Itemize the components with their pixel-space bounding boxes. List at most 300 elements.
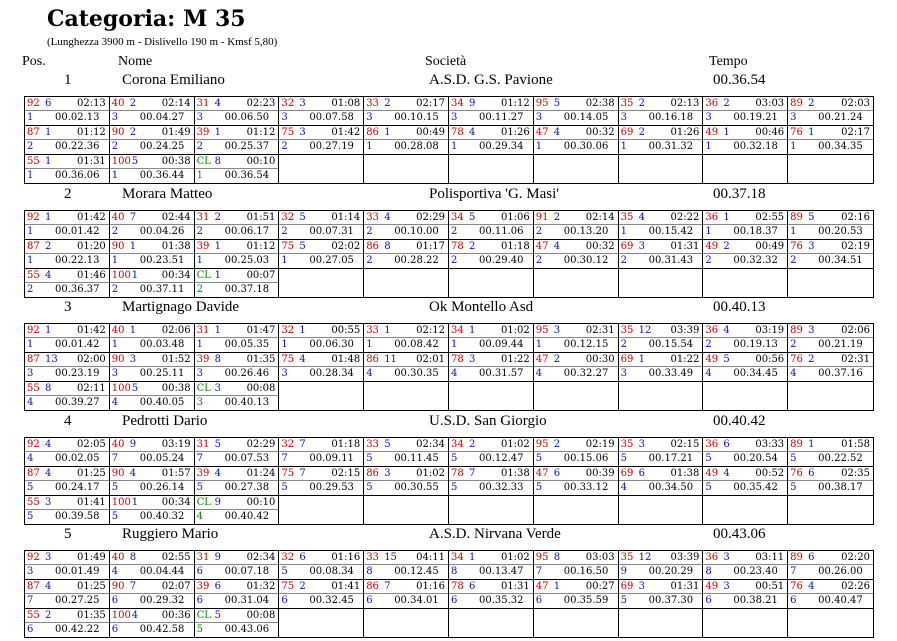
splits-table bbox=[24, 96, 874, 184]
cumulative-time: 00.40.32 bbox=[139, 510, 185, 522]
split-cell bbox=[279, 438, 364, 466]
leg-rank: 2 bbox=[468, 438, 476, 450]
leg-rank: 6 bbox=[468, 581, 476, 592]
cumulative-time: 00.28.22 bbox=[394, 254, 439, 266]
split-cell bbox=[619, 126, 704, 154]
split-cell bbox=[534, 467, 619, 495]
split-cell bbox=[364, 551, 449, 579]
athlete-position: 5 bbox=[64, 526, 72, 542]
cumulative-time: 00.20.54 bbox=[733, 452, 778, 464]
leg-rank: 2 bbox=[45, 240, 52, 252]
page-title: Categoria: M 35 bbox=[47, 6, 246, 32]
cumulative-time: 00.07.31 bbox=[309, 225, 354, 237]
split-cell bbox=[364, 97, 449, 125]
cumulative-time: 00.11.27 bbox=[478, 112, 524, 123]
cumulative-rank: 5 bbox=[620, 452, 627, 464]
athlete-position: 1 bbox=[64, 72, 72, 88]
cumulative-rank: 1 bbox=[281, 254, 288, 266]
control-code: 49 bbox=[705, 581, 719, 592]
leg-rank: 7 bbox=[384, 581, 391, 592]
control-code: 95 bbox=[535, 438, 549, 450]
leg-time: 01:47 bbox=[246, 325, 276, 336]
splits-row bbox=[25, 579, 873, 608]
cumulative-time: 00.35.42 bbox=[733, 481, 778, 493]
split-cell bbox=[534, 609, 619, 637]
control-code: 31 bbox=[196, 98, 210, 109]
leg-time: 01:16 bbox=[416, 581, 445, 592]
cumulative-time: 00.33.12 bbox=[563, 481, 609, 493]
split-cell bbox=[110, 580, 195, 608]
leg-rank: 4 bbox=[553, 240, 561, 252]
splits-table bbox=[24, 550, 874, 638]
split-cell bbox=[195, 97, 280, 125]
leg-time: 03:19 bbox=[161, 438, 191, 450]
leg-time: 01:57 bbox=[161, 467, 191, 479]
split-cell bbox=[195, 580, 280, 608]
athlete-position: 2 bbox=[64, 185, 72, 202]
split-cell bbox=[364, 324, 449, 352]
leg-rank: 3 bbox=[808, 325, 815, 336]
cumulative-time: 00.32.18 bbox=[733, 141, 778, 152]
leg-rank: 3 bbox=[214, 383, 221, 394]
leg-time: 01:38 bbox=[161, 240, 191, 252]
leg-rank: 5 bbox=[384, 438, 391, 450]
cumulative-rank: 7 bbox=[281, 452, 288, 464]
cumulative-rank: 1 bbox=[535, 141, 543, 152]
cumulative-time: 00.12.45 bbox=[394, 566, 439, 577]
control-code: 100 bbox=[111, 610, 131, 621]
leg-time: 00:39 bbox=[585, 467, 615, 479]
leg-time: 03:33 bbox=[755, 438, 785, 450]
splits-row bbox=[25, 438, 873, 466]
split-cell bbox=[788, 609, 873, 637]
split-cell bbox=[619, 551, 704, 579]
cumulative-time: 00.36.54 bbox=[224, 170, 270, 181]
leg-time: 01:12 bbox=[246, 127, 276, 138]
leg-time: 01:31 bbox=[76, 156, 106, 167]
leg-time: 02:35 bbox=[841, 467, 870, 479]
leg-time: 02:12 bbox=[416, 325, 445, 336]
cumulative-rank: 6 bbox=[366, 595, 373, 606]
cumulative-time: 00.07.58 bbox=[309, 112, 354, 123]
leg-time: 00:32 bbox=[585, 127, 615, 138]
leg-time: 01:08 bbox=[331, 98, 361, 109]
leg-rank: 4 bbox=[214, 98, 221, 109]
leg-rank: 1 bbox=[214, 269, 221, 281]
control-code: 100 bbox=[111, 156, 131, 167]
leg-time: 00:46 bbox=[755, 127, 785, 138]
leg-rank: 1 bbox=[45, 156, 52, 167]
cumulative-rank: 3 bbox=[366, 112, 373, 123]
leg-time: 02:15 bbox=[331, 467, 361, 479]
cumulative-rank: 2 bbox=[450, 225, 458, 237]
control-code: 49 bbox=[705, 354, 719, 365]
leg-rank: 5 bbox=[808, 211, 815, 223]
cumulative-rank: 2 bbox=[450, 254, 458, 266]
splits-table bbox=[24, 323, 874, 411]
cumulative-rank: 3 bbox=[450, 112, 458, 123]
leg-rank: 4 bbox=[808, 581, 815, 592]
leg-time: 01:18 bbox=[331, 438, 361, 450]
split-cell bbox=[534, 240, 619, 268]
control-code: 31 bbox=[196, 438, 210, 450]
cumulative-time: 00.05.35 bbox=[224, 339, 270, 350]
cumulative-rank: 4 bbox=[366, 368, 373, 379]
athlete-name: Martignago Davide bbox=[122, 299, 240, 315]
split-cell bbox=[703, 353, 788, 381]
cumulative-rank: 2 bbox=[196, 141, 203, 152]
control-code: 69 bbox=[620, 467, 634, 479]
cumulative-time: 00.11.45 bbox=[394, 452, 439, 464]
split-cell bbox=[788, 126, 873, 154]
control-code: 90 bbox=[111, 240, 125, 252]
cumulative-rank: 1 bbox=[366, 339, 373, 350]
split-cell bbox=[619, 580, 704, 608]
cumulative-rank: 2 bbox=[535, 225, 543, 237]
cumulative-time: 00.25.03 bbox=[224, 254, 270, 266]
cumulative-time: 00.26.14 bbox=[139, 481, 185, 493]
cumulative-rank: 5 bbox=[790, 452, 797, 464]
split-cell bbox=[788, 467, 873, 495]
split-cell bbox=[279, 324, 364, 352]
athlete-time: 00.43.06 bbox=[713, 526, 766, 542]
cumulative-rank: 2 bbox=[27, 141, 34, 152]
cumulative-rank: 4 bbox=[27, 397, 34, 408]
split-cell bbox=[110, 438, 195, 466]
leg-rank: 1 bbox=[723, 127, 730, 138]
cumulative-rank: 4 bbox=[705, 368, 712, 379]
control-code: 100 bbox=[111, 496, 131, 508]
cumulative-rank: 4 bbox=[27, 452, 34, 464]
cumulative-time: 00.25.37 bbox=[224, 141, 270, 152]
control-code: 90 bbox=[111, 127, 125, 138]
splits-row bbox=[25, 381, 873, 410]
control-code: 55 bbox=[27, 269, 40, 281]
cumulative-rank: 6 bbox=[535, 595, 543, 606]
leg-rank: 13 bbox=[45, 354, 58, 365]
leg-rank: 4 bbox=[723, 467, 730, 479]
cumulative-time: 00.40.13 bbox=[224, 397, 270, 408]
control-code: 47 bbox=[535, 467, 549, 479]
split-cell bbox=[619, 240, 704, 268]
cumulative-rank: 6 bbox=[790, 595, 797, 606]
cumulative-rank: 4 bbox=[111, 397, 119, 408]
leg-time: 02:03 bbox=[841, 98, 870, 109]
cumulative-time: 00.28.34 bbox=[309, 368, 354, 379]
split-cell bbox=[110, 382, 195, 410]
leg-time: 03:19 bbox=[755, 325, 785, 336]
cumulative-rank: 2 bbox=[790, 254, 797, 266]
cumulative-time: 00.02.05 bbox=[55, 452, 100, 464]
leg-time: 00:08 bbox=[246, 383, 276, 394]
cumulative-time: 00.08.34 bbox=[309, 566, 354, 577]
header-time: Tempo bbox=[709, 54, 748, 69]
split-cell bbox=[534, 580, 619, 608]
cumulative-time: 00.10.00 bbox=[394, 225, 439, 237]
split-cell bbox=[449, 467, 534, 495]
split-cell bbox=[279, 580, 364, 608]
cumulative-time: 00.39.27 bbox=[55, 397, 100, 408]
cumulative-time: 00.40.42 bbox=[224, 510, 270, 522]
cumulative-time: 00.02.13 bbox=[55, 112, 100, 123]
cumulative-time: 00.01.49 bbox=[55, 566, 100, 577]
leg-time: 02:14 bbox=[585, 211, 615, 223]
split-cell bbox=[703, 467, 788, 495]
control-code: 89 bbox=[790, 98, 803, 109]
athlete-result bbox=[0, 413, 897, 527]
leg-rank: 1 bbox=[723, 211, 730, 223]
cumulative-rank: 5 bbox=[620, 595, 627, 606]
cumulative-rank: 5 bbox=[196, 624, 203, 635]
leg-rank: 4 bbox=[45, 438, 52, 450]
cumulative-time: 00.12.15 bbox=[563, 339, 609, 350]
leg-rank: 4 bbox=[45, 581, 52, 592]
header-name: Nome bbox=[118, 54, 153, 69]
split-cell bbox=[788, 269, 873, 297]
leg-time: 01:58 bbox=[841, 438, 870, 450]
split-cell bbox=[110, 353, 195, 381]
leg-time: 01:12 bbox=[500, 98, 530, 109]
split-cell bbox=[703, 240, 788, 268]
split-cell bbox=[25, 155, 110, 183]
leg-rank: 6 bbox=[808, 467, 815, 479]
leg-time: 01:31 bbox=[500, 581, 530, 592]
leg-rank: 8 bbox=[214, 354, 221, 365]
splits-row bbox=[25, 495, 873, 524]
control-code: 95 bbox=[535, 98, 549, 109]
split-cell bbox=[449, 211, 534, 239]
cumulative-time: 00.30.55 bbox=[394, 481, 439, 493]
cumulative-time: 00.04.26 bbox=[139, 225, 185, 237]
leg-time: 01:41 bbox=[331, 581, 361, 592]
cumulative-time: 00.12.47 bbox=[478, 452, 524, 464]
cumulative-rank: 7 bbox=[790, 566, 797, 577]
split-cell bbox=[25, 580, 110, 608]
cumulative-time: 00.30.35 bbox=[394, 368, 439, 379]
control-code: 78 bbox=[450, 240, 464, 252]
athlete-position: 4 bbox=[64, 412, 72, 429]
leg-time: 02:06 bbox=[161, 325, 191, 336]
split-cell bbox=[788, 551, 873, 579]
control-code: 90 bbox=[111, 467, 125, 479]
cumulative-time: 00.34.45 bbox=[733, 368, 778, 379]
leg-time: 01:26 bbox=[500, 127, 530, 138]
control-code: 89 bbox=[790, 211, 803, 223]
cumulative-rank: 3 bbox=[535, 112, 543, 123]
leg-rank: 1 bbox=[45, 325, 52, 336]
cumulative-time: 00.39.58 bbox=[55, 510, 100, 522]
control-code: 34 bbox=[450, 98, 464, 109]
splits-row bbox=[25, 268, 873, 297]
split-cell bbox=[364, 438, 449, 466]
cumulative-time: 00.04.44 bbox=[139, 566, 185, 577]
leg-rank: 15 bbox=[384, 552, 397, 563]
leg-rank: 7 bbox=[299, 467, 306, 479]
split-cell bbox=[364, 467, 449, 495]
control-code: 40 bbox=[111, 325, 125, 336]
leg-time: 01:06 bbox=[500, 211, 530, 223]
leg-time: 02:06 bbox=[841, 325, 870, 336]
cumulative-time: 00.32.32 bbox=[733, 254, 778, 266]
cumulative-time: 00.37.18 bbox=[224, 283, 270, 295]
split-cell bbox=[279, 382, 364, 410]
leg-time: 02:02 bbox=[331, 240, 361, 252]
split-cell bbox=[364, 609, 449, 637]
cumulative-time: 00.35.59 bbox=[563, 595, 609, 606]
cumulative-time: 00.27.38 bbox=[224, 481, 270, 493]
leg-time: 01:22 bbox=[670, 354, 700, 365]
cumulative-time: 00.24.25 bbox=[139, 141, 185, 152]
control-code: 34 bbox=[450, 211, 464, 223]
control-code: 55 bbox=[27, 156, 40, 167]
split-cell bbox=[25, 609, 110, 637]
header-club: Società bbox=[425, 54, 467, 69]
leg-time: 00:34 bbox=[161, 269, 191, 281]
cumulative-time: 00.07.18 bbox=[224, 566, 270, 577]
leg-time: 02:01 bbox=[416, 354, 445, 365]
cumulative-time: 00.38.17 bbox=[818, 481, 863, 493]
split-cell bbox=[195, 438, 280, 466]
split-cell bbox=[534, 97, 619, 125]
leg-time: 02:31 bbox=[585, 325, 615, 336]
split-cell bbox=[25, 211, 110, 239]
cumulative-rank: 3 bbox=[27, 368, 34, 379]
leg-rank: 5 bbox=[214, 610, 221, 621]
athlete-position: 3 bbox=[64, 299, 72, 315]
control-code: CL bbox=[196, 269, 211, 281]
split-cell bbox=[534, 211, 619, 239]
leg-rank: 1 bbox=[214, 240, 221, 252]
cumulative-rank: 2 bbox=[620, 339, 627, 350]
cumulative-time: 00.09.11 bbox=[309, 452, 354, 464]
control-code: 78 bbox=[450, 467, 464, 479]
cumulative-time: 00.22.13 bbox=[55, 254, 100, 266]
leg-rank: 2 bbox=[45, 610, 52, 621]
split-cell bbox=[534, 126, 619, 154]
split-cell bbox=[279, 211, 364, 239]
split-cell bbox=[534, 269, 619, 297]
control-code: 40 bbox=[111, 552, 125, 563]
athlete-time: 00.40.42 bbox=[713, 412, 766, 429]
control-code: CL bbox=[196, 383, 211, 394]
cumulative-rank: 1 bbox=[196, 339, 203, 350]
split-cell bbox=[788, 211, 873, 239]
leg-rank: 3 bbox=[638, 581, 645, 592]
cumulative-rank: 3 bbox=[281, 112, 288, 123]
split-cell bbox=[110, 155, 195, 183]
leg-rank: 5 bbox=[131, 156, 139, 167]
cumulative-rank: 1 bbox=[620, 141, 627, 152]
leg-time: 00:32 bbox=[585, 240, 615, 252]
cumulative-rank: 1 bbox=[27, 339, 34, 350]
cumulative-time: 00.27.19 bbox=[309, 141, 354, 152]
control-code: 39 bbox=[196, 354, 210, 365]
leg-time: 01:38 bbox=[670, 467, 700, 479]
cumulative-rank: 5 bbox=[366, 481, 373, 493]
leg-rank: 5 bbox=[299, 240, 306, 252]
cumulative-rank: 5 bbox=[196, 481, 203, 493]
control-code: 39 bbox=[196, 240, 210, 252]
control-code: 33 bbox=[366, 552, 379, 563]
leg-rank: 2 bbox=[553, 438, 561, 450]
cumulative-time: 00.21.24 bbox=[818, 112, 863, 123]
cumulative-rank: 3 bbox=[196, 368, 203, 379]
control-code: 87 bbox=[27, 240, 40, 252]
cumulative-rank: 1 bbox=[281, 339, 288, 350]
cumulative-time: 00.15.06 bbox=[563, 452, 609, 464]
split-cell bbox=[703, 126, 788, 154]
cumulative-time: 00.09.44 bbox=[478, 339, 524, 350]
leg-rank: 9 bbox=[214, 552, 221, 563]
control-code: 92 bbox=[27, 438, 40, 450]
leg-rank: 2 bbox=[723, 240, 730, 252]
cumulative-time: 00.32.33 bbox=[478, 481, 524, 493]
leg-rank: 3 bbox=[129, 354, 137, 365]
cumulative-rank: 5 bbox=[450, 481, 458, 493]
control-code: 40 bbox=[111, 438, 125, 450]
cumulative-rank: 9 bbox=[620, 566, 627, 577]
leg-rank: 3 bbox=[723, 581, 730, 592]
cumulative-rank: 1 bbox=[450, 141, 458, 152]
split-cell bbox=[619, 496, 704, 524]
leg-time: 02:55 bbox=[161, 552, 191, 563]
leg-rank: 3 bbox=[45, 496, 52, 508]
cumulative-time: 00.26.46 bbox=[224, 368, 270, 379]
control-code: 39 bbox=[196, 127, 210, 138]
leg-rank: 6 bbox=[638, 467, 645, 479]
leg-time: 01:31 bbox=[670, 581, 700, 592]
split-cell bbox=[25, 467, 110, 495]
cumulative-time: 00.10.15 bbox=[394, 112, 439, 123]
control-code: 69 bbox=[620, 354, 634, 365]
cumulative-time: 00.05.24 bbox=[139, 452, 185, 464]
control-code: 78 bbox=[450, 354, 464, 365]
split-cell bbox=[619, 269, 704, 297]
leg-time: 00:30 bbox=[585, 354, 615, 365]
control-code: 91 bbox=[535, 211, 549, 223]
cumulative-time: 00.14.05 bbox=[563, 112, 609, 123]
cumulative-time: 00.29.53 bbox=[309, 481, 354, 493]
control-code: 35 bbox=[620, 438, 634, 450]
cumulative-rank: 8 bbox=[705, 566, 712, 577]
leg-time: 01:42 bbox=[331, 127, 361, 138]
leg-rank: 1 bbox=[468, 325, 476, 336]
cumulative-rank: 2 bbox=[196, 225, 203, 237]
split-cell bbox=[619, 211, 704, 239]
leg-time: 02:23 bbox=[246, 98, 276, 109]
leg-time: 04:11 bbox=[416, 552, 445, 563]
leg-time: 03:03 bbox=[755, 98, 785, 109]
split-cell bbox=[449, 438, 534, 466]
cumulative-rank: 1 bbox=[620, 225, 627, 237]
leg-rank: 2 bbox=[808, 98, 815, 109]
control-code: 40 bbox=[111, 211, 125, 223]
leg-rank: 9 bbox=[129, 438, 137, 450]
control-code: 86 bbox=[366, 240, 379, 252]
split-cell bbox=[195, 467, 280, 495]
cumulative-rank: 6 bbox=[450, 595, 458, 606]
leg-rank: 3 bbox=[808, 240, 815, 252]
split-cell bbox=[788, 580, 873, 608]
cumulative-time: 00.33.49 bbox=[648, 368, 694, 379]
split-cell bbox=[195, 324, 280, 352]
cumulative-rank: 6 bbox=[281, 595, 288, 606]
control-code: 32 bbox=[281, 211, 295, 223]
control-code: 89 bbox=[790, 325, 803, 336]
leg-time: 01:49 bbox=[161, 127, 191, 138]
control-code: 75 bbox=[281, 467, 295, 479]
control-code: 78 bbox=[450, 127, 464, 138]
